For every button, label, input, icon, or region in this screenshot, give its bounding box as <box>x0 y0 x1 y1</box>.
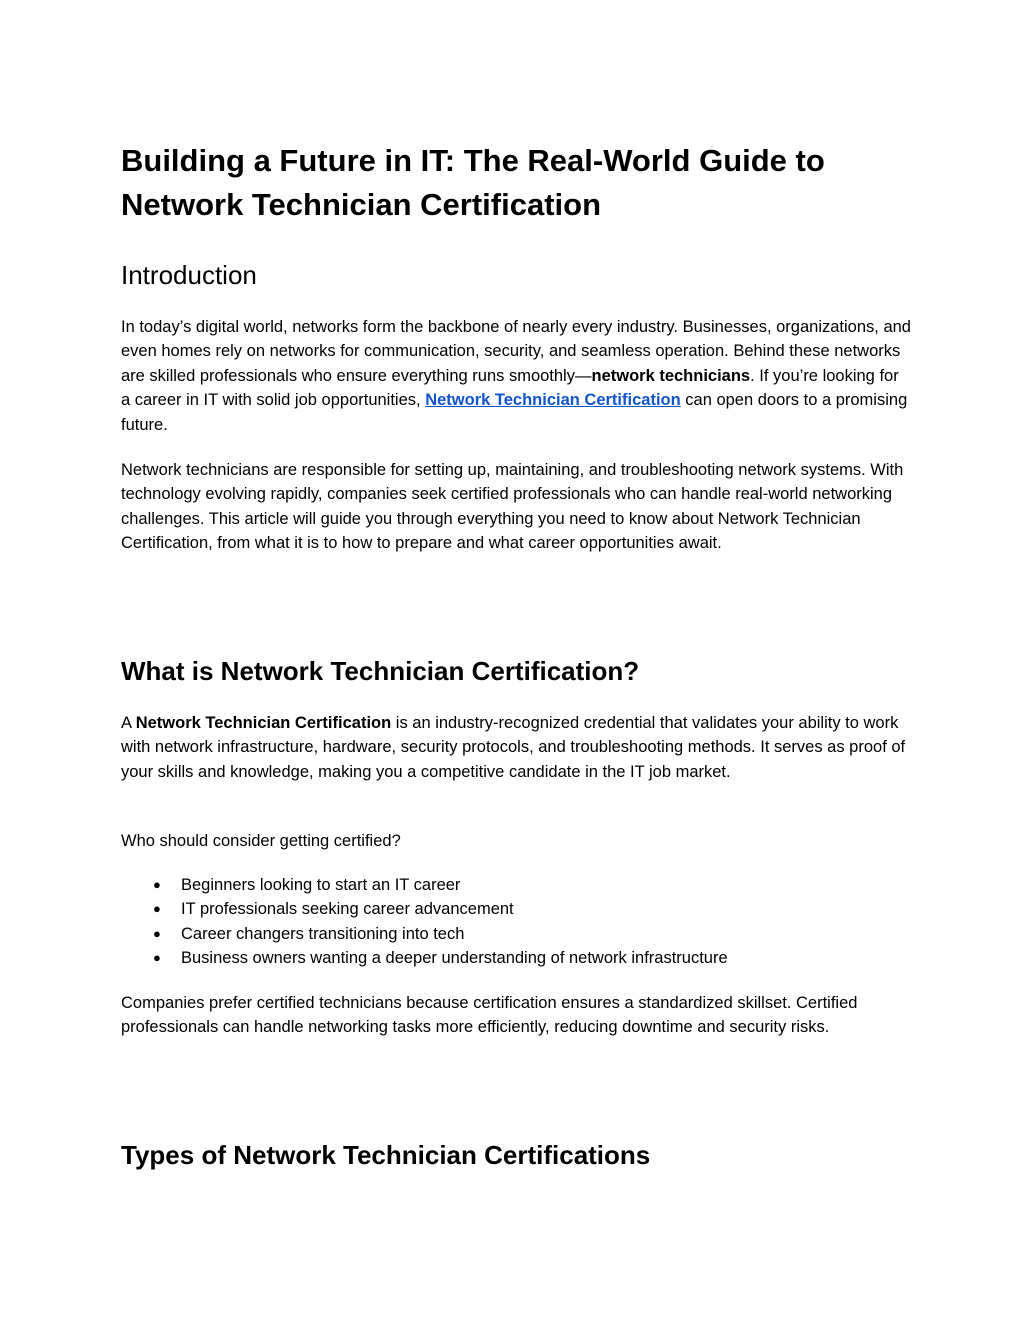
what-p1-bold: Network Technician Certification <box>135 714 392 732</box>
what-paragraph-3: Companies prefer certified technicians because certification ensures a standardized skillset. Certified professionals can handle networking tasks more efficiently, reducing downtime and security risks. <box>121 994 858 1037</box>
document-title: Building a Future in IT: The Real-World Guide to Network Technician Certification <box>121 143 825 222</box>
what-p1-text-a: A <box>121 714 136 732</box>
list-item <box>121 873 728 897</box>
network-technician-certification-link[interactable]: Network Technician Certification <box>425 391 681 410</box>
introduction-heading: Introduction <box>121 260 257 290</box>
intro-p1-text-a: In today’s digital world, networks form the backbone of nearly every industry. Businesses, organizations, and even homes rely on networks for communication, security, and seamless operation. Behind these networks are skilled professionals who ensure everything runs smoothly— <box>121 318 911 385</box>
types-heading: Types of Network Technician Certifications <box>121 1140 651 1170</box>
bullet-icon: ● <box>153 901 161 917</box>
list-item-text: Business owners wanting a deeper understanding of network infrastructure <box>181 949 728 968</box>
what-p1-text-b: is an industry-recognized credential that validates your ability to work with network infrastructure, hardware, security protocols, and troubleshooting methods. It serves as proof of your skills and knowledge, making you a competitive candidate in the IT job market. <box>121 714 906 781</box>
intro-p1-bold: network technicians <box>591 366 751 385</box>
what-paragraph-2: Who should consider getting certified? <box>121 832 401 850</box>
intro-p1-text-c: can open doors to a promising future. <box>121 391 908 434</box>
list-item <box>121 946 728 970</box>
list-item <box>121 922 728 946</box>
who-should-certify-list <box>121 873 728 971</box>
intro-paragraph-2: Network technicians are responsible for setting up, maintaining, and troubleshooting network systems. With technology evolving rapidly, companies seek certified professionals who can handle real-world networking challenges. This article will guide you through everything you need to know about Network Technician Certification, from what it is to how to prepare and what career opportunities await. <box>121 461 904 553</box>
bullet-icon: ● <box>153 925 161 941</box>
bullet-icon: ● <box>153 877 161 892</box>
list-item-text: IT professionals seeking career advancement <box>181 900 514 919</box>
bullet-icon: ● <box>153 950 161 966</box>
list-item-text: Beginners looking to start an IT career <box>181 876 461 894</box>
what-is-heading: What is Network Technician Certification? <box>121 656 640 686</box>
what-paragraph-1 <box>121 711 911 784</box>
list-item-text: Career changers transitioning into tech <box>181 924 465 943</box>
intro-p1-text-b: . If you’re looking for a career in IT with solid job opportunities, <box>121 366 899 410</box>
intro-paragraph-1 <box>121 315 911 437</box>
list-item <box>121 897 728 921</box>
